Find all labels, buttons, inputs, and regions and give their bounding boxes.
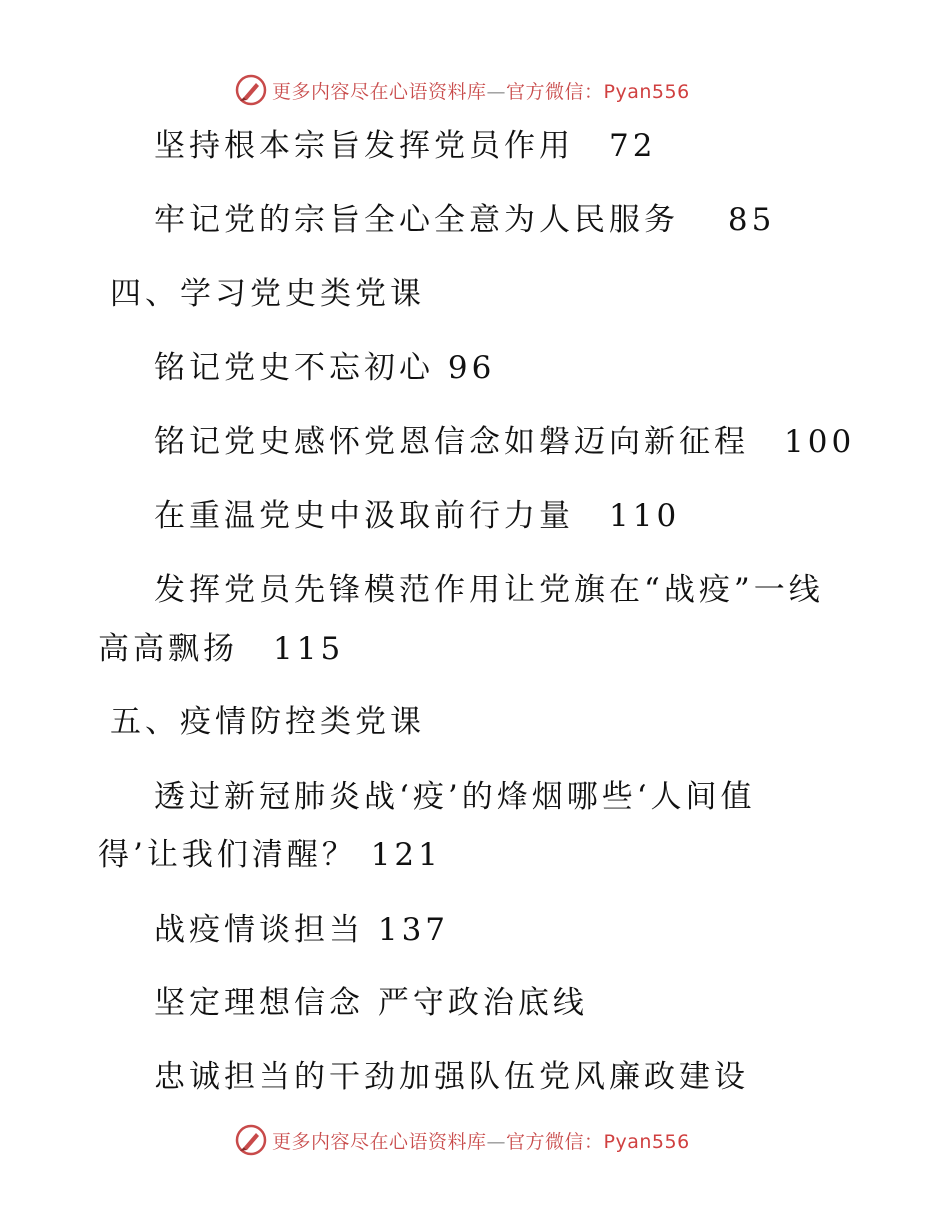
toc-entry: 坚持根本宗旨发挥党员作用 72 — [154, 128, 657, 164]
toc-entry: 忠诚担当的干劲加强队伍党风廉政建设 — [154, 1059, 749, 1095]
toc-entry: 发挥党员先锋模范作用让党旗在“战疫”一线 — [154, 572, 824, 608]
toc-entry: 牢记党的宗旨全心全意为人民服务 85 — [154, 202, 776, 238]
section-heading: 五、疫情防控类党课 — [110, 704, 425, 740]
toc-entry: 透过新冠肺炎战‘疫’的烽烟哪些‘人间值 — [154, 779, 756, 815]
watermark-text: 更多内容尽在心语资料库—官方微信：Pyan556 — [272, 1130, 690, 1153]
section-heading: 四、学习党史类党课 — [110, 276, 425, 312]
toc-entry: 铭记党史感怀党恩信念如磐迈向新征程 100 — [154, 424, 856, 460]
pen-nib-logo-icon — [234, 73, 268, 107]
toc-entry: 战疫情谈担当 137 — [154, 912, 450, 948]
pen-nib-logo-icon — [234, 1123, 268, 1157]
toc-entry-continued: 得’让我们清醒？ 121 — [98, 837, 442, 873]
toc-entry-continued: 高高飘扬 115 — [98, 631, 345, 667]
toc-entry: 铭记党史不忘初心 96 — [154, 350, 496, 386]
header-watermark — [234, 72, 690, 108]
watermark-text: 更多内容尽在心语资料库—官方微信：Pyan556 — [272, 80, 690, 103]
footer-watermark — [234, 1122, 690, 1158]
toc-entry: 坚定理想信念 严守政治底线 — [154, 985, 588, 1021]
toc-entry: 在重温党史中汲取前行力量 110 — [154, 498, 681, 534]
